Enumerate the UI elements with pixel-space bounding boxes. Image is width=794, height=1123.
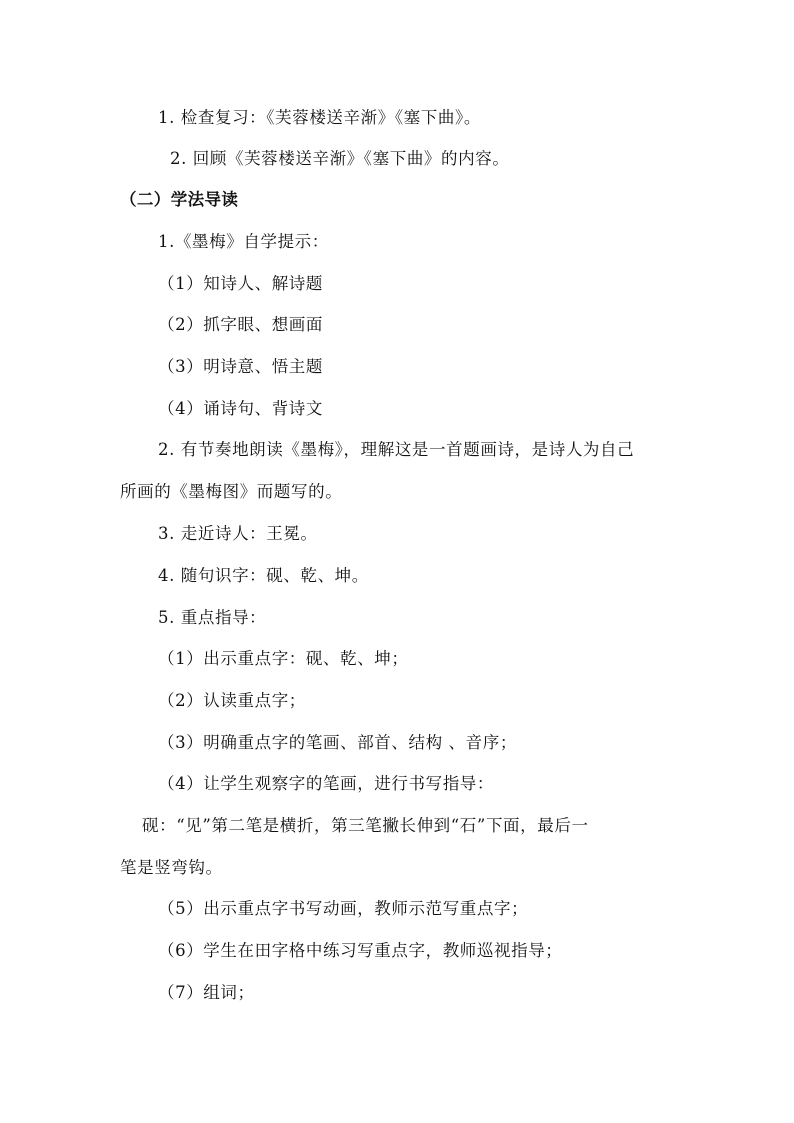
poet-item: 3. 走近诗人：王冕。 <box>158 524 318 543</box>
guidance-step-6: （6）学生在田字格中练习写重点字，教师巡视指导； <box>158 941 563 960</box>
character-note-line-2: 笔是竖弯钩。 <box>120 858 223 877</box>
self-study-title: 1.《墨梅》自学提示： <box>158 232 329 251</box>
self-study-step-4: （4）诵诗句、背诗文 <box>158 399 323 418</box>
guidance-step-5: （5）出示重点字书写动画，教师示范写重点字； <box>158 899 529 918</box>
character-item: 4. 随句识字：砚、乾、坤。 <box>158 566 369 585</box>
guidance-step-7: （7）组词； <box>158 983 255 1002</box>
key-guidance-title: 5. 重点指导： <box>158 608 267 627</box>
reading-paragraph-line-2: 所画的《墨梅图》而题写的。 <box>120 482 343 501</box>
self-study-step-3: （3）明诗意、悟主题 <box>158 357 323 376</box>
review-item-2: 2. 回顾《芙蓉楼送辛渐》《塞下曲》的内容。 <box>170 149 510 168</box>
reading-paragraph-line-1: 2. 有节奏地朗读《墨梅》，理解这是一首题画诗，是诗人为自己 <box>158 440 635 459</box>
guidance-step-3: （3）明确重点字的笔画、部首、结构 、音序； <box>158 733 517 752</box>
review-item-1: 1. 检查复习：《芙蓉楼送辛渐》《塞下曲》。 <box>158 108 481 127</box>
character-note-line-1: 砚：“见”第二笔是横折，第三笔撇长伸到“石”下面，最后一 <box>142 816 589 835</box>
guidance-step-2: （2）认读重点字； <box>158 691 306 710</box>
section-heading: （二）学法导读 <box>120 190 239 209</box>
guidance-step-4: （4）让学生观察字的笔画，进行书写指导： <box>158 774 494 793</box>
self-study-step-2: （2）抓字眼、想画面 <box>158 315 323 334</box>
guidance-step-1: （1）出示重点字：砚、乾、坤； <box>158 649 409 668</box>
self-study-step-1: （1）知诗人、解诗题 <box>158 274 323 293</box>
